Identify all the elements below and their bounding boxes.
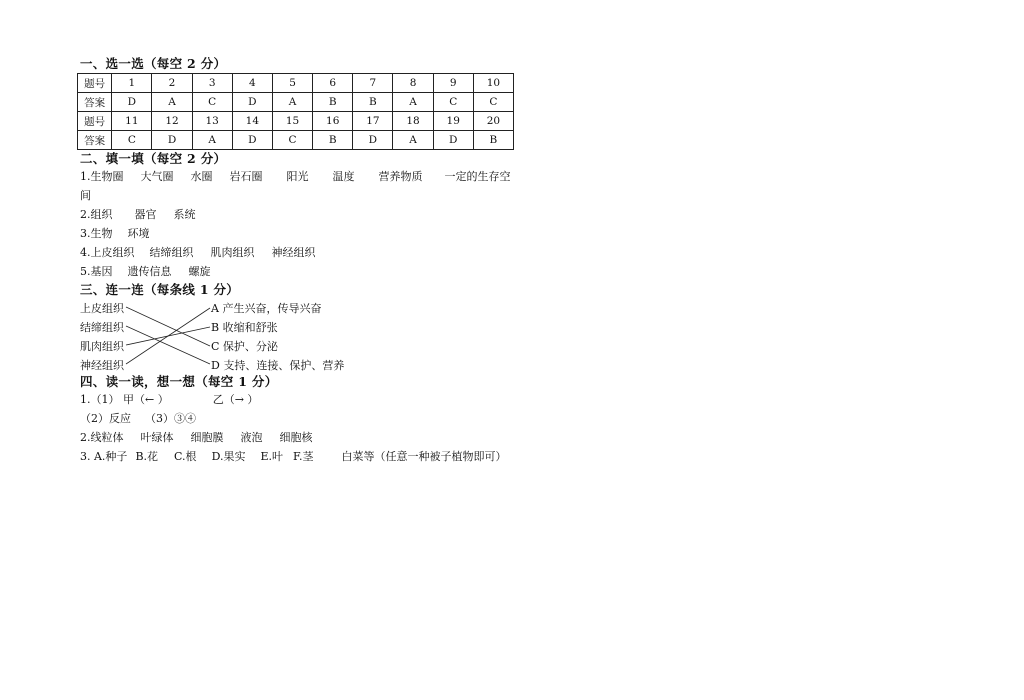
section3-title: 三、连一连（每条线 1 分） [80, 282, 240, 297]
answer-sheet [80, 55, 540, 466]
section4-title: 四、读一读，想一想（每空 1 分） [80, 374, 278, 389]
answer-item: 大气圈 [140, 170, 174, 183]
table-cell: A [192, 131, 232, 150]
tissue-label: 神经组织 [80, 359, 124, 372]
fill-q1-continued: 间 [80, 189, 91, 202]
read-q3 [80, 447, 540, 466]
table-cell: 7 [353, 74, 393, 93]
answer-item: 细胞核 [279, 431, 313, 444]
tissue-label: 上皮组织 [80, 302, 124, 315]
answer-item: 螺旋 [188, 265, 211, 278]
answer-item: 神经组织 [271, 246, 316, 259]
read-q1a [80, 390, 540, 409]
read-q2 [80, 428, 540, 447]
answer-item: （3）③④ [145, 412, 196, 425]
table-cell: 8 [393, 74, 433, 93]
table-cell: B [353, 93, 393, 112]
answer-item: F.茎 [293, 450, 314, 463]
table-cell: C [433, 93, 473, 112]
answer-item: 温度 [332, 170, 355, 183]
section2-title: 二、填一填（每空 2 分） [80, 151, 227, 166]
table-cell: 12 [152, 112, 192, 131]
answer-item: 阳光 [286, 170, 309, 183]
match-line-1 [126, 307, 210, 346]
function-label: A 产生兴奋，传导兴奋 [211, 302, 322, 315]
answer-item: 5.基因 [80, 265, 113, 278]
function-label: B 收缩和舒张 [211, 321, 278, 334]
answer-item: 3.生物 [80, 227, 113, 240]
match-line-2 [126, 326, 210, 364]
row-label: 答案 [78, 131, 112, 150]
answer-item: 器官 [134, 208, 157, 221]
table-cell: 5 [272, 74, 312, 93]
table-cell: A [393, 93, 433, 112]
row-label: 题号 [78, 112, 112, 131]
table-cell: 10 [473, 74, 513, 93]
answer-item: 营养物质 [378, 170, 423, 183]
table-cell: B [473, 131, 513, 150]
answer-item: C.根 [174, 450, 197, 463]
answer-item: 2.组织 [80, 208, 113, 221]
answer-item: 细胞膜 [190, 431, 224, 444]
answer-item: B.花 [135, 450, 159, 463]
table-cell: 18 [393, 112, 433, 131]
table-cell: 1 [112, 74, 152, 93]
section1-title: 一、选一选（每空 2 分） [80, 56, 227, 71]
table-cell: 17 [353, 112, 393, 131]
answer-item: 1.生物圈 [80, 170, 124, 183]
answer-item: 结缔组织 [149, 246, 194, 259]
table-cell: 16 [313, 112, 353, 131]
answer-item: 一定的生存空 [444, 170, 511, 183]
table-cell: C [473, 93, 513, 112]
fill-q3 [80, 224, 540, 243]
answer-item: 叶绿体 [140, 431, 174, 444]
answer-item: 2.线粒体 [80, 431, 124, 444]
table-row [78, 93, 514, 112]
fill-q5 [80, 262, 540, 281]
answer-item: 液泡 [240, 431, 263, 444]
tissue-label: 结缔组织 [80, 321, 124, 334]
answer-item: 白菜等（任意一种被子植物即可） [341, 450, 507, 463]
table-cell: 15 [272, 112, 312, 131]
table-cell: 9 [433, 74, 473, 93]
answer-item: （2）反应 [80, 412, 131, 425]
answer-item: 1.（1） 甲（← ） [80, 393, 169, 406]
table-cell: 19 [433, 112, 473, 131]
matching-diagram [80, 298, 520, 373]
answer-item: 肌肉组织 [210, 246, 255, 259]
table-cell: C [192, 93, 232, 112]
read-q1b [80, 409, 540, 428]
table-cell: 14 [232, 112, 272, 131]
table-cell: C [112, 131, 152, 150]
answer-item: 4.上皮组织 [80, 246, 135, 259]
choice-answer-table [77, 73, 514, 150]
table-cell: 2 [152, 74, 192, 93]
table-cell: D [112, 93, 152, 112]
answer-item: 系统 [173, 208, 196, 221]
table-cell: A [272, 93, 312, 112]
table-cell: D [232, 131, 272, 150]
table-cell: A [152, 93, 192, 112]
table-cell: D [152, 131, 192, 150]
table-cell: D [232, 93, 272, 112]
table-cell: 3 [192, 74, 232, 93]
fill-q4 [80, 243, 540, 262]
table-cell: 4 [232, 74, 272, 93]
answer-item: E.叶 [260, 450, 284, 463]
answer-item: 环境 [127, 227, 150, 240]
match-line-4 [126, 308, 210, 364]
table-cell: 11 [112, 112, 152, 131]
table-row [78, 74, 514, 93]
row-label: 答案 [78, 93, 112, 112]
table-cell: B [313, 131, 353, 150]
answer-item: D.果实 [211, 450, 246, 463]
table-row [78, 131, 514, 150]
function-label: D 支持、连接、保护、营养 [211, 359, 345, 372]
answer-item: 遗传信息 [127, 265, 172, 278]
fill-q2 [80, 205, 540, 224]
table-cell: B [313, 93, 353, 112]
fill-q1 [80, 167, 540, 186]
row-label: 题号 [78, 74, 112, 93]
function-label: C 保护、分泌 [211, 340, 278, 353]
table-row [78, 112, 514, 131]
tissue-label: 肌肉组织 [80, 340, 124, 353]
answer-item: 3. A.种子 [80, 450, 128, 463]
table-cell: 6 [313, 74, 353, 93]
answer-item: 乙（→ ） [212, 393, 259, 406]
answer-item: 水圈 [190, 170, 213, 183]
table-cell: C [272, 131, 312, 150]
table-cell: 20 [473, 112, 513, 131]
table-cell: 13 [192, 112, 232, 131]
answer-item: 岩石圈 [229, 170, 263, 183]
table-cell: A [393, 131, 433, 150]
table-cell: D [433, 131, 473, 150]
table-cell: D [353, 131, 393, 150]
